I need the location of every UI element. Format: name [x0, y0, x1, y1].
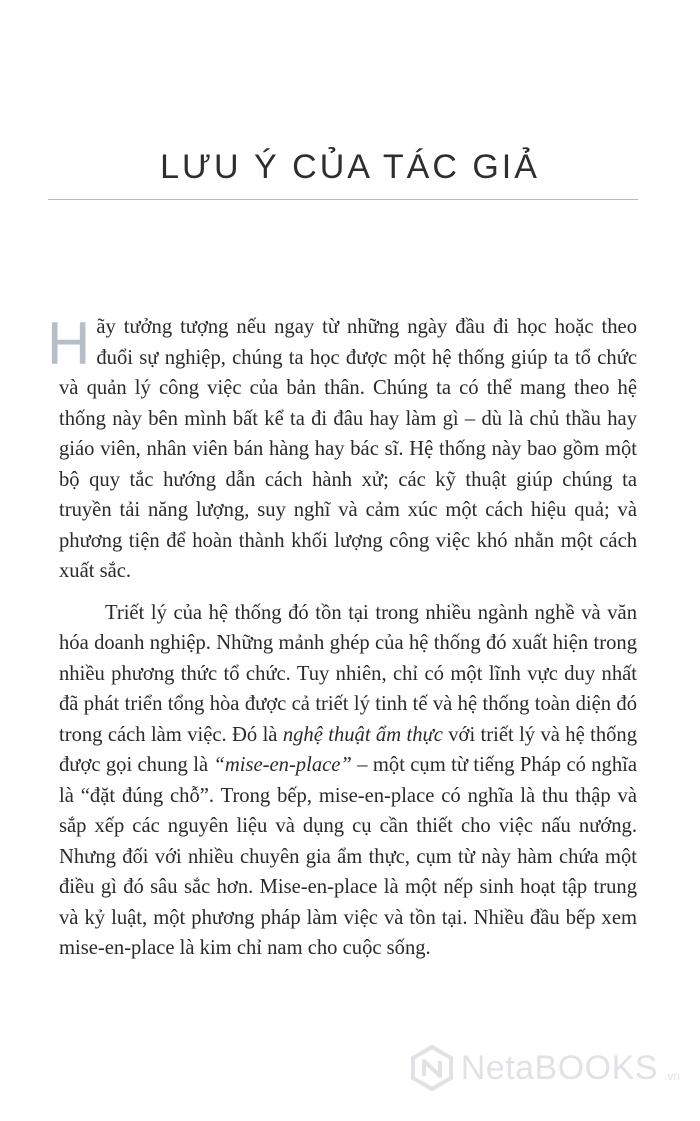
- paragraph-2-italic-1: nghệ thuật ẩm thực: [282, 723, 443, 746]
- paragraph-2: [59, 598, 637, 964]
- paragraph-2-part-3: – một cụm từ tiếng Pháp có nghĩa là “đặt đúng chỗ”. Trong bếp, mise-en-place có nghĩa là thu thập và sắp xếp các nguyên liệu và dụng cụ cần thiết cho việc nấu nướng. Nhưng đối với nhiều chuyên gia ẩm thực, cụm từ này hàm chứa một điều gì đó sâu sắc hơn. Mise-en-place là một nếp sinh hoạt tập trung và kỷ luật, một phương pháp làm việc và tồn tại. Nhiều đầu bếp xem mise-en-place là kim chỉ nam cho cuộc sống.: [59, 754, 637, 959]
- paragraph-2-part-2: với triết lý và hệ thống được gọi chung là: [59, 723, 638, 776]
- watermark-suffix: .vn: [663, 1069, 680, 1083]
- paragraph-2-part-1: Triết lý của hệ thống đó tồn tại trong nhiều ngành nghề và văn hóa doanh nghiệp. Những mảnh ghép của hệ thống đó xuất hiện trong nhiều phương thức tổ chức. Tuy nhiên, chỉ có một lĩnh vực duy nhất đã phát triển tổng hòa được cả triết lý tinh tế và hệ thống toàn diện đó trong cách làm việc. Đó là: [59, 601, 637, 746]
- title-divider: [48, 199, 638, 200]
- paragraph-2-italic-2: “mise-en-place”: [213, 754, 352, 776]
- netabooks-watermark: [409, 1045, 680, 1091]
- paragraph-1: [47, 310, 637, 587]
- watermark-brand: NetaBOOKS: [460, 1048, 658, 1087]
- drop-cap: H: [47, 310, 91, 377]
- netabooks-logo-icon: [409, 1045, 455, 1091]
- paragraph-1-text: ãy tưởng tượng nếu ngay từ những ngày đầu đi học hoặc theo đuổi sự nghiệp, chúng ta học được một hệ thống giúp ta tổ chức và quản lý công việc của bản thân. Chúng ta có thể mang theo hệ thống này bên mình bất kể ta đi đâu hay làm gì – dù là chủ thầu hay giáo viên, nhân viên bán hàng hay bác sĩ. Hệ thống này bao gồm một bộ quy tắc hướng dẫn cách hành xử; các kỹ thuật giúp chúng ta truyền tải năng lượng, suy nghĩ và cảm xúc một cách hiệu quả; và phương tiện để hoàn thành khối lượng công việc khó nhằn một cách xuất sắc.: [59, 316, 637, 582]
- chapter-title: LƯU Ý CỦA TÁC GIẢ: [160, 148, 540, 186]
- body-text: [47, 310, 638, 964]
